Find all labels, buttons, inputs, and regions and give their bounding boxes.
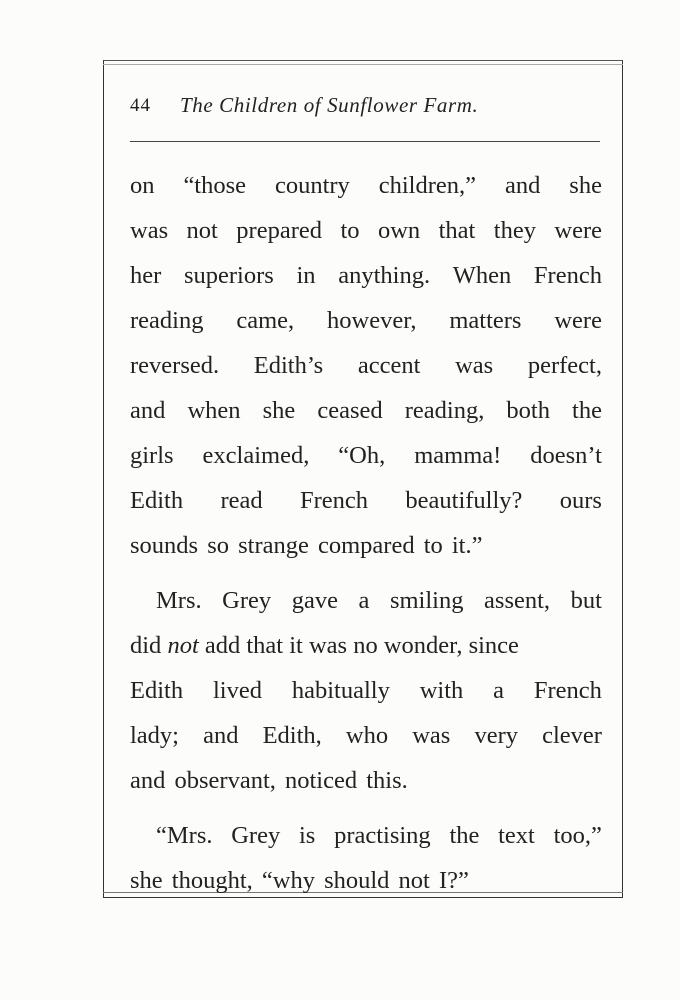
text-span: did [130, 632, 162, 659]
text-line [130, 388, 602, 433]
text-span [205, 623, 602, 668]
word: the [449, 822, 480, 849]
paragraph-gap [130, 803, 602, 813]
text-line: she thought, “why should not I?” [130, 867, 469, 894]
word: “Mrs. [156, 822, 213, 849]
word: matters [449, 307, 522, 334]
word: both [506, 397, 550, 424]
word: doesn’t [530, 442, 602, 469]
word: perfect, [527, 352, 602, 379]
word: “those [183, 172, 247, 199]
running-header [130, 95, 600, 125]
word: very [474, 722, 518, 749]
word: a [358, 587, 370, 614]
word: Edith [130, 677, 184, 704]
text-line [130, 208, 602, 253]
word: her [130, 262, 162, 289]
word: were [554, 307, 602, 334]
word: to [340, 217, 360, 244]
word: Grey [222, 587, 272, 614]
word: were [554, 217, 602, 244]
word: Edith [130, 487, 184, 514]
word: exclaimed, [202, 442, 310, 469]
word: she [569, 172, 602, 199]
word: When [452, 262, 512, 289]
word: ours [559, 487, 602, 514]
word: not [186, 217, 218, 244]
word: clever [542, 722, 602, 749]
word: French [533, 677, 602, 704]
text-line [130, 433, 602, 478]
word: mamma! [414, 442, 502, 469]
paragraph [130, 578, 602, 803]
word: smiling [389, 587, 464, 614]
word: with [419, 677, 464, 704]
word: and [130, 397, 166, 424]
text-line [130, 668, 602, 713]
word: when [187, 397, 241, 424]
word: came, [236, 307, 295, 334]
page-number: 44 [130, 95, 151, 116]
word: Edith’s [253, 352, 324, 379]
word: “Oh, [338, 442, 386, 469]
word: children,” [378, 172, 477, 199]
text-line [130, 478, 602, 523]
paragraph [130, 163, 602, 568]
italic-emphasis: not [167, 632, 199, 659]
word: in [296, 262, 316, 289]
word: text [498, 822, 535, 849]
word: she [262, 397, 296, 424]
word: they [493, 217, 536, 244]
word: habitually [291, 677, 390, 704]
text-line [130, 253, 602, 298]
word: superiors [183, 262, 274, 289]
text-line [130, 298, 602, 343]
word: reversed. [130, 352, 220, 379]
word: was [130, 217, 169, 244]
word: that [438, 217, 476, 244]
running-title: The Children of Sunflower Farm. [180, 93, 479, 117]
word: and [504, 172, 541, 199]
word: Mrs. [156, 587, 202, 614]
word: own [377, 217, 421, 244]
word: lived [212, 677, 262, 704]
word: and [203, 722, 239, 749]
word: a [493, 677, 505, 704]
text-line [130, 343, 602, 388]
word: the [572, 397, 602, 424]
word: prepared [236, 217, 322, 244]
text-line [130, 578, 602, 623]
word: Grey [231, 822, 281, 849]
word: girls [130, 442, 174, 469]
text-line-mixed [130, 623, 602, 668]
page-body [130, 163, 602, 903]
text-line [130, 813, 602, 858]
text-line: and observant, noticed this. [130, 767, 408, 794]
word: Edith, [262, 722, 322, 749]
word: accent [357, 352, 421, 379]
word: French [533, 262, 602, 289]
word: assent, [484, 587, 551, 614]
paragraph [130, 813, 602, 903]
word: reading, [404, 397, 485, 424]
word: is [298, 822, 316, 849]
word: French [299, 487, 369, 514]
word: ceased [317, 397, 383, 424]
paragraph-gap [130, 568, 602, 578]
word: on [130, 172, 155, 199]
word: anything. [338, 262, 431, 289]
word: but [570, 587, 602, 614]
text-line: sounds so strange compared to it.” [130, 532, 483, 559]
word: read [220, 487, 263, 514]
word: country [274, 172, 350, 199]
text-line [130, 713, 602, 758]
word: however, [327, 307, 417, 334]
word: was [455, 352, 494, 379]
word: beautifully? [405, 487, 523, 514]
text-line [130, 163, 602, 208]
word: reading [130, 307, 204, 334]
word: was [412, 722, 451, 749]
word: practising [334, 822, 431, 849]
header-rule [130, 141, 600, 142]
word: too,” [553, 822, 602, 849]
word: lady; [130, 722, 179, 749]
word: gave [291, 587, 338, 614]
word: who [345, 722, 389, 749]
text-span: add that it was no wonder, since [204, 632, 519, 659]
border-inner-top-line [103, 64, 623, 65]
